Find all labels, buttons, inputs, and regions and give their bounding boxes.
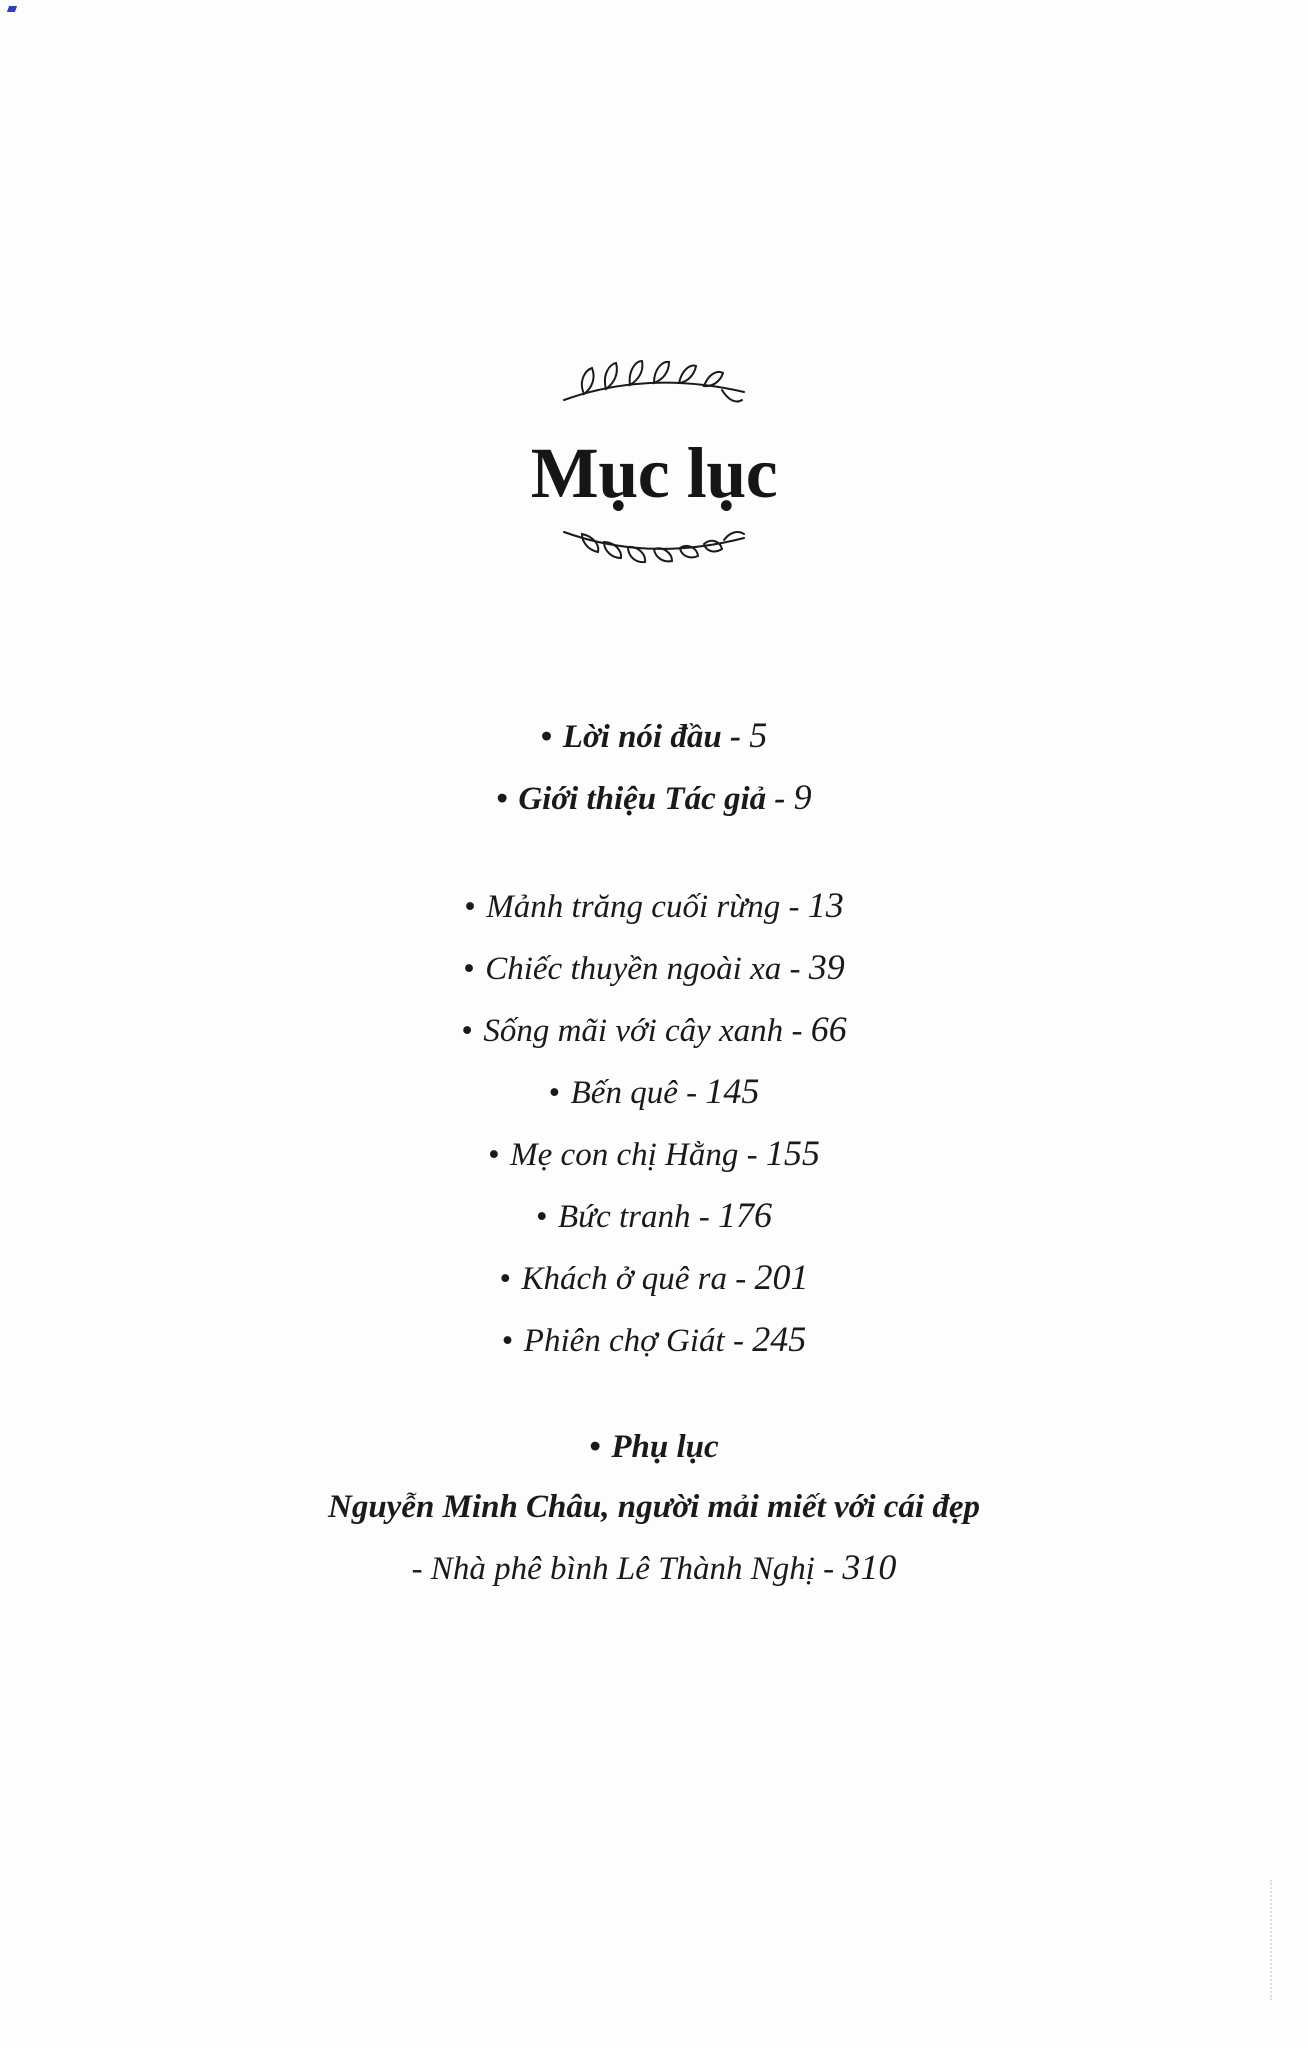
toc-item[interactable]: [0, 1123, 1308, 1185]
toc-appendix: [0, 1417, 1308, 1599]
toc-item-label: Mẹ con chị Hằng: [510, 1137, 739, 1173]
toc-item-page: 201: [754, 1257, 809, 1297]
toc-item-page: 39: [808, 947, 845, 987]
toc-item[interactable]: [0, 999, 1308, 1061]
bullet-icon: •: [461, 1013, 473, 1049]
toc-separator: -: [721, 719, 750, 755]
bullet-icon: •: [464, 889, 476, 925]
bullet-icon: •: [499, 1261, 512, 1297]
toc-item[interactable]: [0, 937, 1308, 999]
toc-separator: -: [766, 781, 794, 817]
laurel-top-icon: [554, 352, 754, 412]
toc-item-label: Mảnh trăng cuối rừng: [486, 889, 781, 925]
bullet-icon: •: [501, 1323, 514, 1359]
toc-item[interactable]: [0, 705, 1308, 767]
table-of-contents: [0, 705, 1308, 1599]
toc-item-page: 13: [807, 885, 844, 925]
toc-separator: -: [780, 889, 808, 925]
appendix-heading-label: Phụ lục: [611, 1429, 719, 1465]
toc-separator: -: [724, 1323, 753, 1359]
toc-item[interactable]: [0, 1185, 1308, 1247]
toc-item-label: Khách ở quê ra: [521, 1261, 727, 1297]
toc-item-page: 5: [749, 715, 768, 755]
toc-item-page: 145: [705, 1071, 760, 1111]
toc-item[interactable]: [0, 1309, 1308, 1371]
toc-separator: -: [783, 1013, 811, 1049]
bullet-icon: •: [548, 1075, 561, 1111]
scan-edge-mark: [1270, 1880, 1286, 2000]
appendix-credit-label: - Nhà phê bình Lê Thành Nghị: [411, 1551, 815, 1587]
toc-item-page: 310: [842, 1547, 897, 1587]
toc-item-label: Giới thiệu Tác giả: [518, 781, 767, 817]
toc-item-page: 66: [810, 1009, 847, 1049]
bullet-icon: •: [463, 951, 475, 987]
toc-item[interactable]: [0, 875, 1308, 937]
toc-separator: -: [738, 1137, 766, 1173]
toc-separator: -: [814, 1551, 843, 1587]
toc-item-label: Lời nói đầu: [562, 719, 722, 755]
toc-separator: -: [677, 1075, 706, 1111]
page-title: Mục lục: [530, 433, 778, 513]
toc-item-label: Bến quê: [570, 1075, 678, 1111]
appendix-credit[interactable]: [0, 1537, 1308, 1599]
laurel-bottom-icon: [554, 520, 754, 580]
toc-item[interactable]: [0, 1061, 1308, 1123]
toc-separator: -: [690, 1199, 719, 1235]
toc-item-label: Sống mãi với cây xanh: [483, 1013, 784, 1049]
toc-item[interactable]: [0, 1247, 1308, 1309]
scan-corner-mark: [7, 6, 17, 12]
toc-item[interactable]: [0, 767, 1308, 829]
toc-item-label: Chiếc thuyền ngoài xa: [485, 951, 782, 987]
toc-item-label: Bức tranh: [557, 1199, 691, 1235]
toc-stories: [0, 875, 1308, 1371]
bullet-icon: •: [488, 1137, 500, 1173]
bullet-icon: •: [496, 781, 508, 817]
bullet-icon: •: [589, 1429, 601, 1465]
bullet-icon: •: [535, 1199, 548, 1235]
toc-item-page: 9: [793, 777, 812, 817]
toc-separator: -: [727, 1261, 755, 1297]
appendix-heading[interactable]: [0, 1417, 1308, 1477]
toc-item-page: 245: [752, 1319, 807, 1359]
bullet-icon: •: [540, 719, 553, 755]
appendix-title[interactable]: Nguyễn Minh Châu, người mải miết với cái đẹp: [328, 1489, 980, 1525]
toc-separator: -: [781, 951, 809, 987]
toc-item-page: 176: [718, 1195, 773, 1235]
toc-item-label: Phiên chợ Giát: [523, 1323, 725, 1359]
toc-item-page: 155: [765, 1133, 820, 1173]
toc-front-matter: [0, 705, 1308, 829]
